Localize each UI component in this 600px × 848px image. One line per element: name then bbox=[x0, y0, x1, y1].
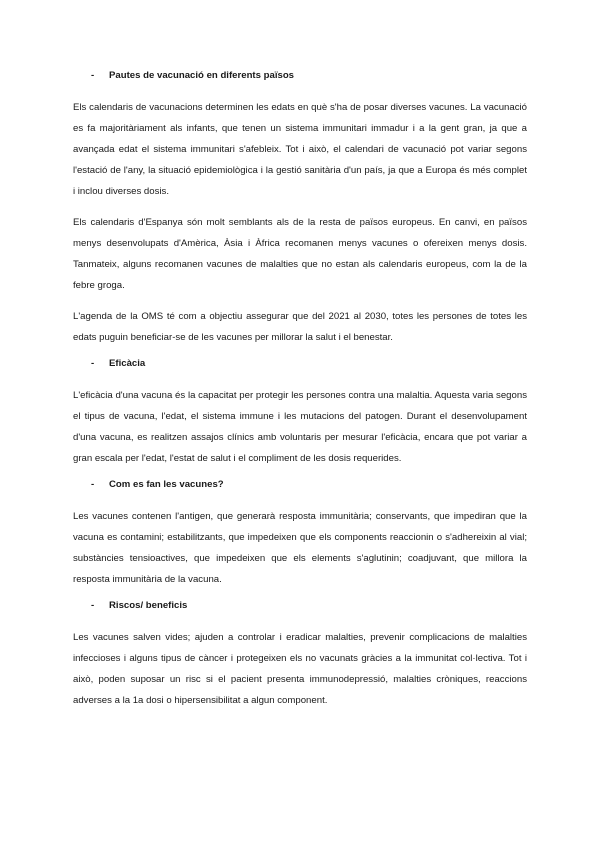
paragraph: L'agenda de la OMS té com a objectiu assegurar que del 2021 al 2030, totes les persones de totes les edats puguin beneficiar-se de les vacunes per millorar la salut i el benestar. bbox=[73, 311, 527, 343]
section-heading-text: Com es fan les vacunes? bbox=[109, 479, 224, 490]
bullet-dash: - bbox=[91, 358, 95, 369]
section-heading-pautes bbox=[91, 70, 527, 81]
paragraph: Els calendaris d'Espanya són molt semblants als de la resta de països europeus. En canvi, en països menys desenvolupats d'Amèrica, Àsia i Àfrica recomanen menys vacunes o ofereixen menys dosis. Tanmateix, alguns recomanen vacunes de malalties que no estan als calendaris europeus, com la de la febre groga. bbox=[73, 217, 527, 291]
paragraph: Les vacunes contenen l'antigen, que generarà resposta immunitària; conservants, que impediran que la vacuna es contamini; estabilitzants, que impedeixen que els components reaccionin o s'adhereixin al vial; substàncies tensioactives, que impedeixen que els elements s'aglutinin; coadjuvant, que millora la resposta immunitària de la vacuna. bbox=[73, 511, 527, 585]
bullet-dash: - bbox=[91, 479, 95, 490]
section-heading-text: Pautes de vacunació en diferents països bbox=[109, 70, 295, 81]
section-heading-riscos bbox=[91, 600, 527, 611]
paragraph: Les vacunes salven vides; ajuden a controlar i eradicar malalties, prevenir complicacions de malalties infeccioses i alguns tipus de càncer i protegeixen els no vacunats gràcies a la immunitat col·lectiva. Tot i això, poden suposar un risc si el pacient presenta immunodepressió, malalties cròniques, reaccions adverses a la 1a dosi o hipersensibilitat a algun component. bbox=[73, 632, 527, 706]
bullet-dash: - bbox=[91, 600, 95, 611]
section-heading-text: Riscos/ beneficis bbox=[109, 600, 188, 611]
section-heading-com-es-fan bbox=[91, 479, 527, 490]
paragraph: L'eficàcia d'una vacuna és la capacitat per protegir les persones contra una malaltia. Aquesta varia segons el tipus de vacuna, l'edat, el sistema immune i les mutacions del patogen. Durant el desenvolupament d'una vacuna, es realitzen assajos clínics amb voluntaris per mesurar l'eficàcia, encara que pot variar a gran escala per l'edat, l'estat de salut i el compliment de les dosis requerides. bbox=[73, 390, 527, 464]
paragraph: Els calendaris de vacunacions determinen les edats en què s'ha de posar diverses vacunes. La vacunació es fa majoritàriament als infants, que tenen un sistema immunitari immadur i a la gent gran, ja que a avançada edat el sistema immunitari s'afebleix. Tot i això, el calendari de vacunació pot variar segons l'estació de l'any, la situació epidemiològica i la gestió sanitària d'un país, ja que a Europa és més complet i inclou diverses dosis. bbox=[73, 102, 527, 197]
section-heading-eficacia bbox=[91, 358, 527, 369]
bullet-dash: - bbox=[91, 70, 95, 81]
section-heading-text: Eficàcia bbox=[109, 358, 146, 369]
